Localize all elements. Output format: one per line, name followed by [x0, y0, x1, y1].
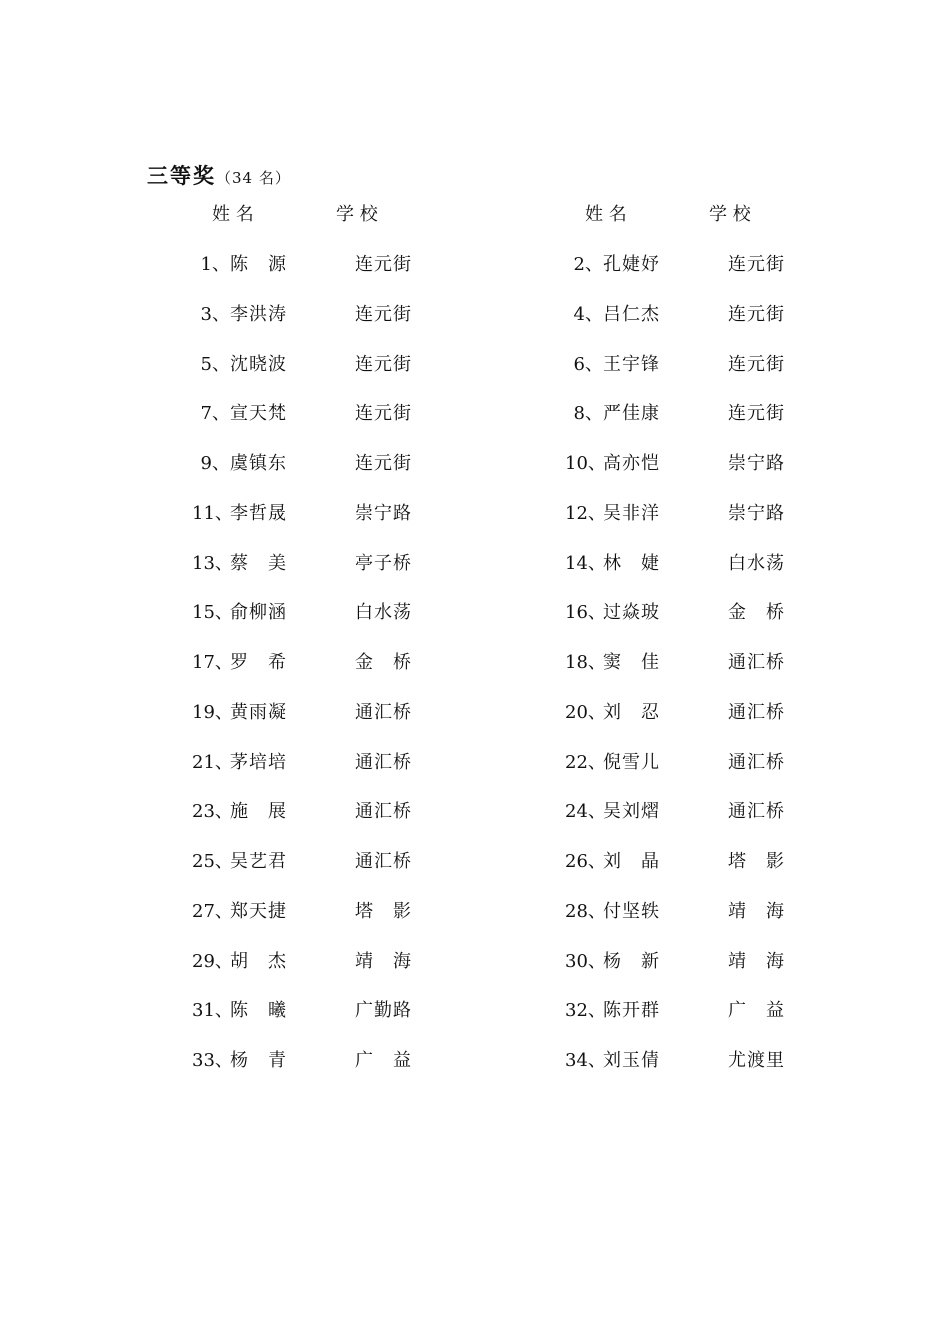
list-item — [192, 797, 286, 827]
student-name: 蔡 美 — [230, 552, 286, 574]
entry-number: 1、 — [200, 254, 230, 275]
school-name: 连元街 — [355, 403, 411, 425]
school-name: 通汇桥 — [728, 801, 784, 823]
school-name: 崇宁路 — [728, 453, 784, 474]
student-name: 付坚轶 — [603, 900, 659, 922]
entry-number: 18、 — [565, 652, 606, 673]
school-name: 通汇桥 — [728, 751, 784, 773]
list-item — [565, 1046, 659, 1076]
school-name: 连元街 — [728, 303, 784, 325]
entry-number: 20、 — [565, 701, 606, 723]
entry-number: 34、 — [565, 1050, 606, 1071]
list-item — [565, 300, 659, 330]
school-name: 通汇桥 — [355, 801, 411, 823]
list-item — [565, 350, 659, 380]
list-item — [565, 748, 659, 778]
list-item — [565, 250, 659, 280]
school-name: 崇宁路 — [355, 502, 411, 524]
right-name-header: 姓 名 — [585, 204, 627, 225]
list-item — [192, 250, 286, 280]
student-name: 严佳康 — [603, 403, 659, 425]
student-name: 窦 佳 — [603, 652, 659, 673]
list-item — [192, 1046, 286, 1076]
student-name: 杨 青 — [230, 1050, 286, 1071]
student-name: 高亦恺 — [603, 453, 659, 474]
student-name: 孔婕妤 — [603, 254, 659, 275]
school-name: 靖 海 — [728, 900, 784, 922]
list-item — [192, 598, 286, 628]
student-name: 过焱玻 — [603, 602, 659, 624]
school-name: 连元街 — [728, 353, 784, 375]
list-item — [565, 698, 659, 728]
school-name: 通汇桥 — [355, 751, 411, 773]
list-item — [565, 648, 659, 678]
entry-number: 17、 — [192, 652, 233, 673]
entry-number: 26、 — [565, 851, 606, 872]
school-name: 广 益 — [728, 1000, 784, 1022]
entry-number: 22、 — [565, 751, 606, 773]
entry-number: 13、 — [192, 552, 233, 574]
entry-number: 5、 — [200, 353, 230, 375]
school-name: 连元街 — [728, 403, 784, 425]
entry-number: 6、 — [573, 353, 603, 375]
entry-number: 31、 — [192, 1000, 233, 1022]
award-count: （34 名） — [216, 169, 291, 187]
student-name: 陈 源 — [230, 254, 286, 275]
entry-number: 4、 — [573, 303, 603, 325]
school-name: 通汇桥 — [355, 701, 411, 723]
entry-number: 8、 — [573, 403, 603, 425]
entry-number: 7、 — [200, 403, 230, 425]
student-name: 罗 希 — [230, 652, 286, 673]
list-item — [192, 499, 286, 529]
school-name: 通汇桥 — [728, 652, 784, 673]
school-name: 连元街 — [355, 453, 411, 474]
student-name: 王宇锋 — [603, 353, 659, 375]
list-item — [565, 947, 659, 977]
student-name: 宣天梵 — [230, 403, 286, 425]
entry-number: 2、 — [573, 254, 603, 275]
entry-number: 14、 — [565, 552, 606, 574]
student-name: 刘 晶 — [603, 851, 659, 872]
award-title: 三等奖 — [147, 163, 216, 188]
student-name: 黄雨凝 — [230, 701, 286, 723]
right-school-header: 学 校 — [709, 204, 751, 225]
student-name: 郑天捷 — [230, 900, 286, 922]
list-item — [565, 549, 659, 579]
entry-number: 25、 — [192, 851, 233, 872]
student-name: 陈开群 — [603, 1000, 659, 1022]
entry-number: 29、 — [192, 950, 233, 972]
list-item — [565, 897, 659, 927]
list-item — [192, 897, 286, 927]
list-item — [565, 847, 659, 877]
section-heading — [147, 160, 291, 190]
list-item — [565, 996, 659, 1026]
entry-number: 23、 — [192, 801, 233, 823]
entry-number: 9、 — [200, 453, 230, 474]
student-name: 陈 曦 — [230, 1000, 286, 1022]
student-name: 虞镇东 — [230, 453, 286, 474]
entry-number: 12、 — [565, 502, 606, 524]
school-name: 广 益 — [355, 1050, 411, 1071]
school-name: 靖 海 — [355, 950, 411, 972]
school-name: 通汇桥 — [355, 851, 411, 872]
list-item — [192, 449, 286, 479]
list-item — [192, 748, 286, 778]
student-name: 施 展 — [230, 801, 286, 823]
left-school-header: 学 校 — [336, 204, 378, 225]
list-item — [192, 648, 286, 678]
list-item — [565, 499, 659, 529]
school-name: 崇宁路 — [728, 502, 784, 524]
school-name: 靖 海 — [728, 950, 784, 972]
list-item — [192, 549, 286, 579]
school-name: 连元街 — [728, 254, 784, 275]
student-name: 俞柳涵 — [230, 602, 286, 624]
entry-number: 32、 — [565, 1000, 606, 1022]
school-name: 通汇桥 — [728, 701, 784, 723]
list-item — [565, 449, 659, 479]
school-name: 连元街 — [355, 303, 411, 325]
entry-number: 3、 — [200, 303, 230, 325]
entry-number: 33、 — [192, 1050, 233, 1071]
list-item — [565, 598, 659, 628]
entry-number: 24、 — [565, 801, 606, 823]
school-name: 塔 影 — [355, 900, 411, 922]
school-name: 金 桥 — [355, 652, 411, 673]
entry-number: 19、 — [192, 701, 233, 723]
school-name: 塔 影 — [728, 851, 784, 872]
school-name: 金 桥 — [728, 602, 784, 624]
list-item — [565, 797, 659, 827]
student-name: 沈晓波 — [230, 353, 286, 375]
school-name: 连元街 — [355, 353, 411, 375]
student-name: 吕仁杰 — [603, 303, 659, 325]
student-name: 李洪涛 — [230, 303, 286, 325]
list-item — [192, 399, 286, 429]
list-item — [192, 847, 286, 877]
entry-number: 11、 — [192, 502, 233, 524]
student-name: 李哲晟 — [230, 502, 286, 524]
school-name: 广勤路 — [355, 1000, 411, 1022]
school-name: 白水荡 — [355, 602, 411, 624]
entry-number: 15、 — [192, 602, 233, 624]
list-item — [192, 947, 286, 977]
student-name: 胡 杰 — [230, 950, 286, 972]
entry-number: 30、 — [565, 950, 606, 972]
student-name: 刘 忍 — [603, 701, 659, 723]
list-item — [192, 300, 286, 330]
entry-number: 16、 — [565, 602, 606, 624]
entry-number: 10、 — [565, 453, 606, 474]
list-item — [192, 698, 286, 728]
entry-number: 21、 — [192, 751, 233, 773]
student-name: 吴刘熠 — [603, 801, 659, 823]
list-item — [192, 996, 286, 1026]
student-name: 刘玉倩 — [603, 1050, 659, 1071]
student-name: 吴艺君 — [230, 851, 286, 872]
student-name: 茅培培 — [230, 751, 286, 773]
student-name: 杨 新 — [603, 950, 659, 972]
student-name: 林 婕 — [603, 552, 659, 574]
left-name-header: 姓 名 — [212, 204, 254, 225]
entry-number: 28、 — [565, 900, 606, 922]
list-item — [192, 350, 286, 380]
school-name: 尤渡里 — [728, 1050, 784, 1071]
school-name: 连元街 — [355, 254, 411, 275]
list-item — [565, 399, 659, 429]
school-name: 白水荡 — [728, 552, 784, 574]
entry-number: 27、 — [192, 900, 233, 922]
student-name: 倪雪儿 — [603, 751, 659, 773]
student-name: 吴非洋 — [603, 502, 659, 524]
school-name: 亭子桥 — [355, 552, 411, 574]
